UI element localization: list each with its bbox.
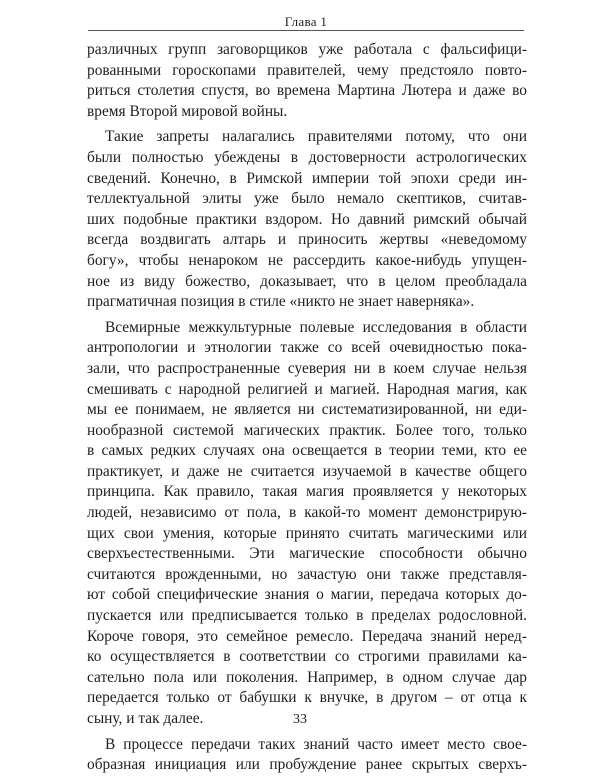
- text-line: антропологии и этнологии также со всей очевидностью пока-: [87, 339, 527, 357]
- text-line: ное из виду божество, доказывает, что в целом преобладала: [87, 272, 527, 290]
- text-line: практикует, и даже не считается изучаемой в качестве общего: [87, 462, 527, 480]
- paragraph: [87, 318, 527, 730]
- text-line: прагматичная позиция в стиле «никто не знает наверняка».: [87, 293, 475, 311]
- text-line: мы ее понимаем, не является ни систематизированной, ни еди-: [87, 401, 527, 419]
- text-line: ших подобные практики вздором. Но давний римский обычай: [87, 210, 527, 228]
- text-line: зали, что распространенные суеверия ни в коем случае нельзя: [87, 359, 527, 377]
- text-line: ко осуществляется в соответствии со строгими правилами ка-: [87, 648, 527, 666]
- text-line: теллектуальной элиты уже было немало скептиков, считав-: [87, 190, 527, 208]
- text-line: щих свои умения, которые принято считать магическими или: [87, 524, 527, 542]
- chapter-title-text: Глава 1: [278, 14, 334, 29]
- paragraph: [87, 127, 527, 312]
- header-rule: [88, 30, 524, 31]
- text-line: сательно пола или поколения. Например, в одном случае дар: [87, 668, 527, 686]
- text-line: нообразной системой магических практик. Более того, только: [87, 421, 527, 439]
- paragraph: [87, 735, 527, 776]
- text-line: сыну, и так далее.: [87, 710, 204, 727]
- text-line: В процессе передачи таких знаний часто имеет место свое-: [105, 735, 527, 753]
- text-line: время Второй мировой войны.: [87, 102, 288, 120]
- text-line: Короче говоря, это семейное ремесло. Передача знаний неред-: [87, 627, 527, 645]
- text-line: образная инициация или пробуждение ранее скрытых сверхъ-: [87, 756, 527, 774]
- body-text: [87, 40, 527, 776]
- text-line: смешивать с народной религией и магией. Народная магия, как: [87, 380, 527, 398]
- text-line: пускается или предписывается только в пределах родословной.: [87, 607, 527, 625]
- text-line: в самых редких случаях она освещается в теории теми, кто ее: [87, 442, 527, 460]
- text-line: сверхъестественными. Эти магические способности обычно: [87, 545, 527, 563]
- text-line: Всемирные межкультурные полевые исследования в области: [105, 318, 527, 336]
- text-line: принципа. Как правило, такая магия проявляется у некоторых: [87, 483, 527, 501]
- text-line: сведений. Конечно, в Римской империи той эпохи среди ин-: [87, 169, 527, 187]
- text-line: различных групп заговорщиков уже работала с фальсифици-: [87, 41, 527, 58]
- text-line: всегда воздвигать алтарь и приносить жертвы «неведомому: [87, 231, 527, 249]
- text-line: богу», чтобы ненароком не рассердить какое-нибудь упущен-: [87, 251, 527, 269]
- chapter-title: [88, 14, 524, 30]
- text-line: людей, независимо от пола, в какой-то момент демонстрирую-: [87, 504, 527, 522]
- text-line: были полностью убеждены в достоверности астрологических: [87, 148, 527, 166]
- text-line: передается только от бабушки к внучке, в другом – от отца к: [87, 689, 527, 707]
- running-header: [88, 14, 524, 30]
- text-line: риться столетия спустя, во времена Мартина Лютера и даже во: [87, 82, 527, 100]
- text-line: рованными гороскопами правителей, чему предстояло повто-: [87, 61, 527, 79]
- text-line: считаются врожденными, но зачастую они также представля-: [87, 565, 527, 583]
- paragraph: [87, 40, 527, 122]
- text-line: ют собой специфические знания о магии, передача которых до-: [87, 586, 527, 604]
- page-number: 33: [293, 712, 307, 727]
- text-line: Такие запреты налагались правителями потому, что они: [105, 128, 527, 146]
